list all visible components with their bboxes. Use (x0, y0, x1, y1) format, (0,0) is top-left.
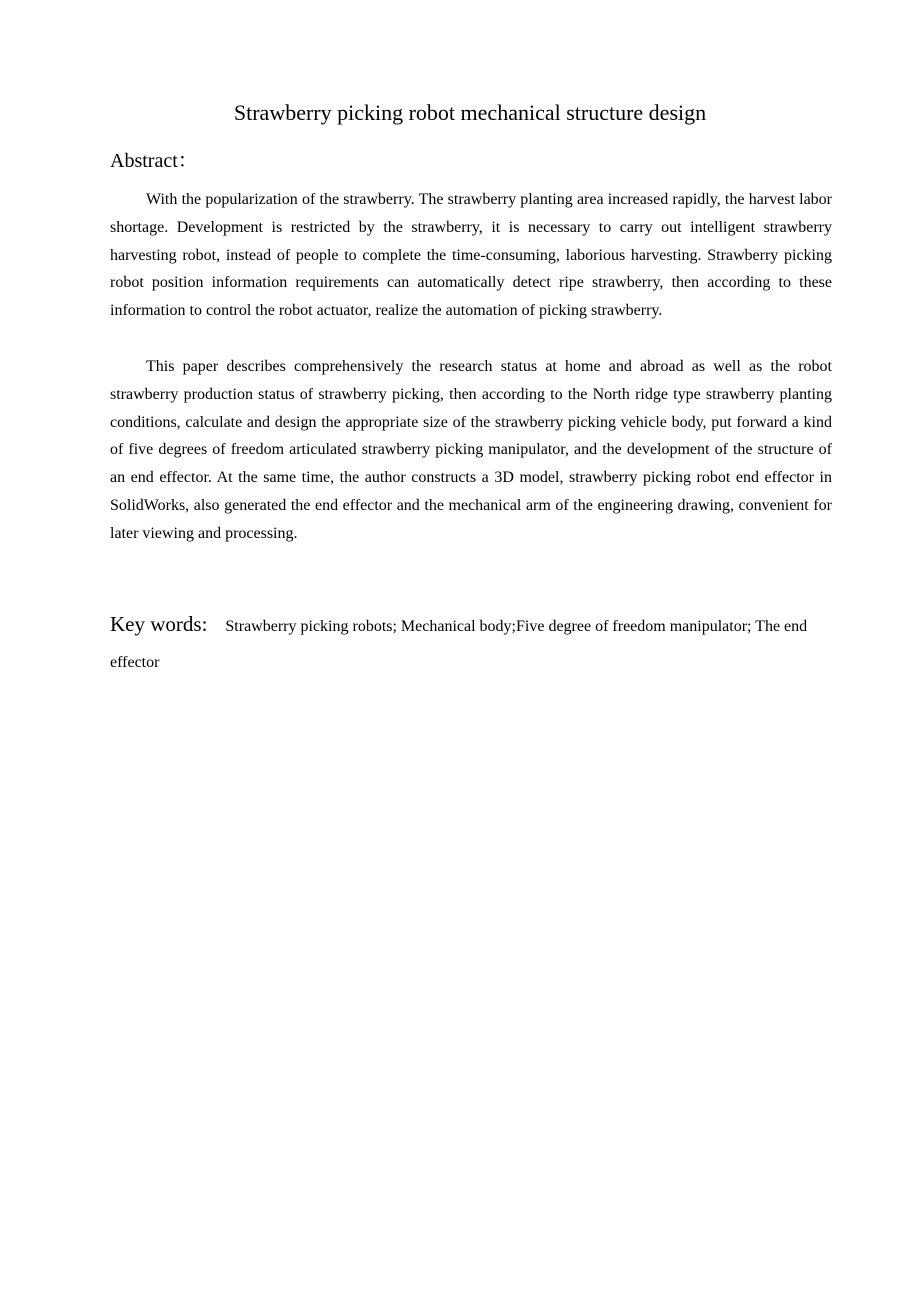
keywords-text: Strawberry picking robots; Mechanical body;Five degree of freedom manipulator; The end effector (110, 618, 808, 671)
abstract-paragraph-2: This paper describes comprehensively the research status at home and abroad as well as the robot strawberry production status of strawberry picking, then according to the North ridge type strawberry planting conditions, calculate and design the appropriate size of the strawberry picking vehicle body, put forward a kind of five degrees of freedom articulated strawberry picking manipulator, and the development of the structure of an end effector. At the same time, the author constructs a 3D model, strawberry picking robot end effector in SolidWorks, also generated the end effector and the mechanical arm of the engineering drawing, convenient for later viewing and processing. (110, 358, 832, 542)
abstract-paragraph-1: With the popularization of the strawberry. The strawberry planting area increased rapidly, the harvest labor shortage. Development is restricted by the strawberry, it is necessary to carry out intelligent strawberry harvesting robot, instead of people to complete the time-consuming, laborious harvesting. Strawberry picking robot position information requirements can automatically detect ripe strawberry, then according to these information to control the robot actuator, realize the automation of picking strawberry. (110, 191, 832, 320)
keywords-line (110, 606, 832, 681)
abstract-heading: Abstract： (110, 150, 198, 172)
paper-title: Strawberry picking robot mechanical structure design (233, 100, 707, 125)
keywords-label: Key words: (110, 612, 208, 636)
